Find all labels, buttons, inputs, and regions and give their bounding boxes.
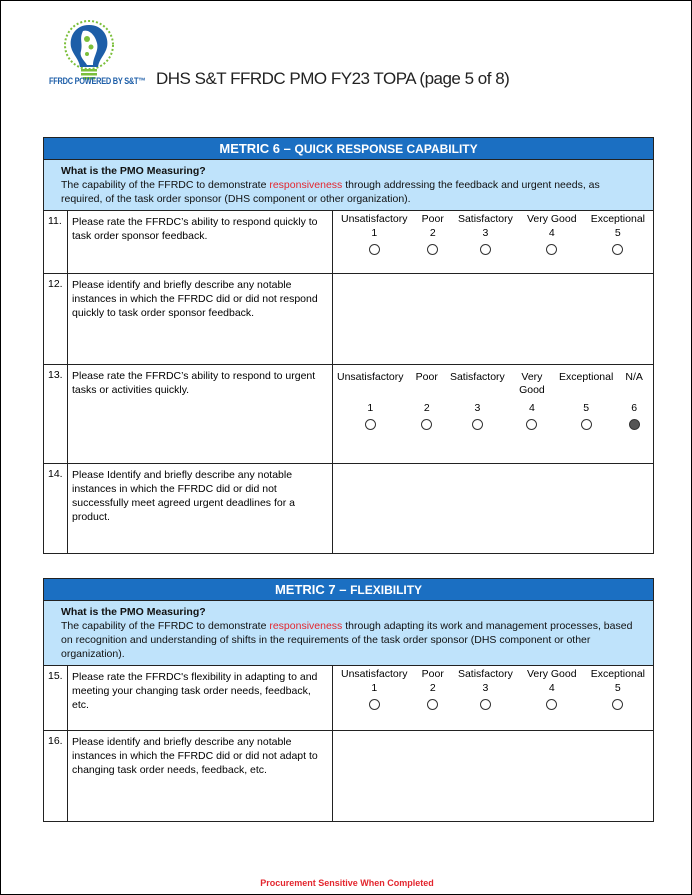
- q13-radio-1[interactable]: [365, 419, 376, 430]
- metric-7-header: METRIC 7 – FLEXIBILITY: [44, 579, 653, 601]
- question-13-rating: [333, 365, 653, 463]
- q15-option-3[interactable]: Satisfactory 3: [458, 668, 513, 710]
- highlight-term: responsiveness: [269, 179, 343, 191]
- question-15-text: Please rate the FFRDC's flexibility in adapting to and meeting your changing task order needs, feedback, etc.: [68, 666, 333, 730]
- highlight-term: responsiveness: [269, 620, 343, 632]
- q11-radio-4[interactable]: [546, 244, 557, 255]
- metric-6-section: [43, 137, 654, 554]
- question-12-row: 12. Please identify and briefly describe any notable instances in which the FFRDC did or did not respond quickly to task order sponsor feedback.: [44, 274, 653, 365]
- q11-option-3[interactable]: Satisfactory 3: [458, 213, 513, 255]
- question-12-text: Please identify and briefly describe any notable instances in which the FFRDC did or did not respond quickly to task order sponsor feedback.: [68, 274, 333, 364]
- logo-tagline: FFRDC POWERED BY S&T™: [49, 76, 146, 86]
- question-15-row: 15. Please rate the FFRDC's flexibility in adapting to and meeting your changing task order needs, feedback, etc. Unsatisfactory 1 Poor 2 Satisfactory 3 Very Good 4 Exceptional 5: [44, 666, 653, 731]
- q15-radio-1[interactable]: [369, 699, 380, 710]
- q15-option-2[interactable]: Poor 2: [422, 668, 444, 710]
- q11-option-2[interactable]: Poor 2: [422, 213, 444, 255]
- metric-7-section: [43, 578, 654, 822]
- question-15-rating: [333, 666, 653, 730]
- q11-radio-5[interactable]: [612, 244, 623, 255]
- procurement-sensitive-footer: Procurement Sensitive When Completed: [260, 878, 434, 888]
- q15-radio-4[interactable]: [546, 699, 557, 710]
- q13-radio-5[interactable]: [581, 419, 592, 430]
- q15-radio-5[interactable]: [612, 699, 623, 710]
- q15-radio-3[interactable]: [480, 699, 491, 710]
- q11-radio-1[interactable]: [369, 244, 380, 255]
- q13-option-5[interactable]: Exceptional 5: [559, 371, 613, 430]
- q11-radio-3[interactable]: [480, 244, 491, 255]
- q13-radio-6-selected[interactable]: [629, 419, 640, 430]
- metric-6-header: METRIC 6 – QUICK RESPONSE CAPABILITY: [44, 138, 653, 160]
- q13-option-4[interactable]: Very Good 4: [517, 371, 547, 430]
- q15-option-4[interactable]: Very Good 4: [527, 668, 577, 710]
- metric-6-measure-description: What is the PMO Measuring? The capability of the FFRDC to demonstrate responsiveness through addressing the feedback and urgent needs, as required, of the task order sponsor (DHS component or other organization).: [44, 160, 653, 211]
- q13-radio-3[interactable]: [472, 419, 483, 430]
- q11-option-1[interactable]: Unsatisfactory 1: [341, 213, 408, 255]
- q11-radio-2[interactable]: [427, 244, 438, 255]
- measure-heading: What is the PMO Measuring?: [61, 165, 206, 177]
- q13-radio-4[interactable]: [526, 419, 537, 430]
- document-title: DHS S&T FFRDC PMO FY23 TOPA (page 5 of 8): [156, 69, 510, 88]
- q15-radio-2[interactable]: [427, 699, 438, 710]
- question-13-row: 13. Please rate the FFRDC’s ability to respond to urgent tasks or activities quickly. Unsatisfactory 1 Poor 2 Satisfactory 3 Very Good 4 Exceptional 5 N/A 6: [44, 365, 653, 464]
- question-11-row: 11. Please rate the FFRDC’s ability to respond quickly to task order sponsor feedback. Unsatisfactory 1 Poor 2 Satisfactory 3 Very Good 4 Exceptional 5: [44, 211, 653, 274]
- question-16-answer-field[interactable]: [333, 731, 653, 821]
- metric-7-measure-description: What is the PMO Measuring? The capability of the FFRDC to demonstrate responsiveness through adapting its work and management processes, based on recognition and understanding of shifts in the requirements of the task order sponsor (DHS component or other organization).: [44, 601, 653, 666]
- question-13-text: Please rate the FFRDC’s ability to respond to urgent tasks or activities quickly.: [68, 365, 333, 463]
- q11-option-5[interactable]: Exceptional 5: [591, 213, 645, 255]
- q13-option-1[interactable]: Unsatisfactory 1: [337, 371, 404, 430]
- q15-option-5[interactable]: Exceptional 5: [591, 668, 645, 710]
- question-12-answer-field[interactable]: [333, 274, 653, 364]
- question-11-text: Please rate the FFRDC’s ability to respond quickly to task order sponsor feedback.: [68, 211, 333, 273]
- question-11-rating: [333, 211, 653, 273]
- measure-heading: What is the PMO Measuring?: [61, 606, 206, 618]
- q13-radio-2[interactable]: [421, 419, 432, 430]
- q13-option-6[interactable]: N/A 6: [625, 371, 643, 430]
- q15-option-1[interactable]: Unsatisfactory 1: [341, 668, 408, 710]
- q13-option-3[interactable]: Satisfactory 3: [450, 371, 505, 430]
- question-14-row: 14. Please Identify and briefly describe any notable instances in which the FFRDC did or did not successfully meet agreed urgent deadlines for a product.: [44, 464, 653, 553]
- question-14-text: Please Identify and briefly describe any notable instances in which the FFRDC did or did not successfully meet agreed urgent deadlines for a product.: [68, 464, 333, 553]
- question-16-row: 16. Please identify and briefly describe any notable instances in which the FFRDC did or did not adapt to changing task order needs, feedback, etc.: [44, 731, 653, 821]
- q11-option-4[interactable]: Very Good 4: [527, 213, 577, 255]
- question-16-text: Please identify and briefly describe any notable instances in which the FFRDC did or did not adapt to changing task order needs, feedback, etc.: [68, 731, 333, 821]
- q13-option-2[interactable]: Poor 2: [416, 371, 438, 430]
- question-14-answer-field[interactable]: [333, 464, 653, 553]
